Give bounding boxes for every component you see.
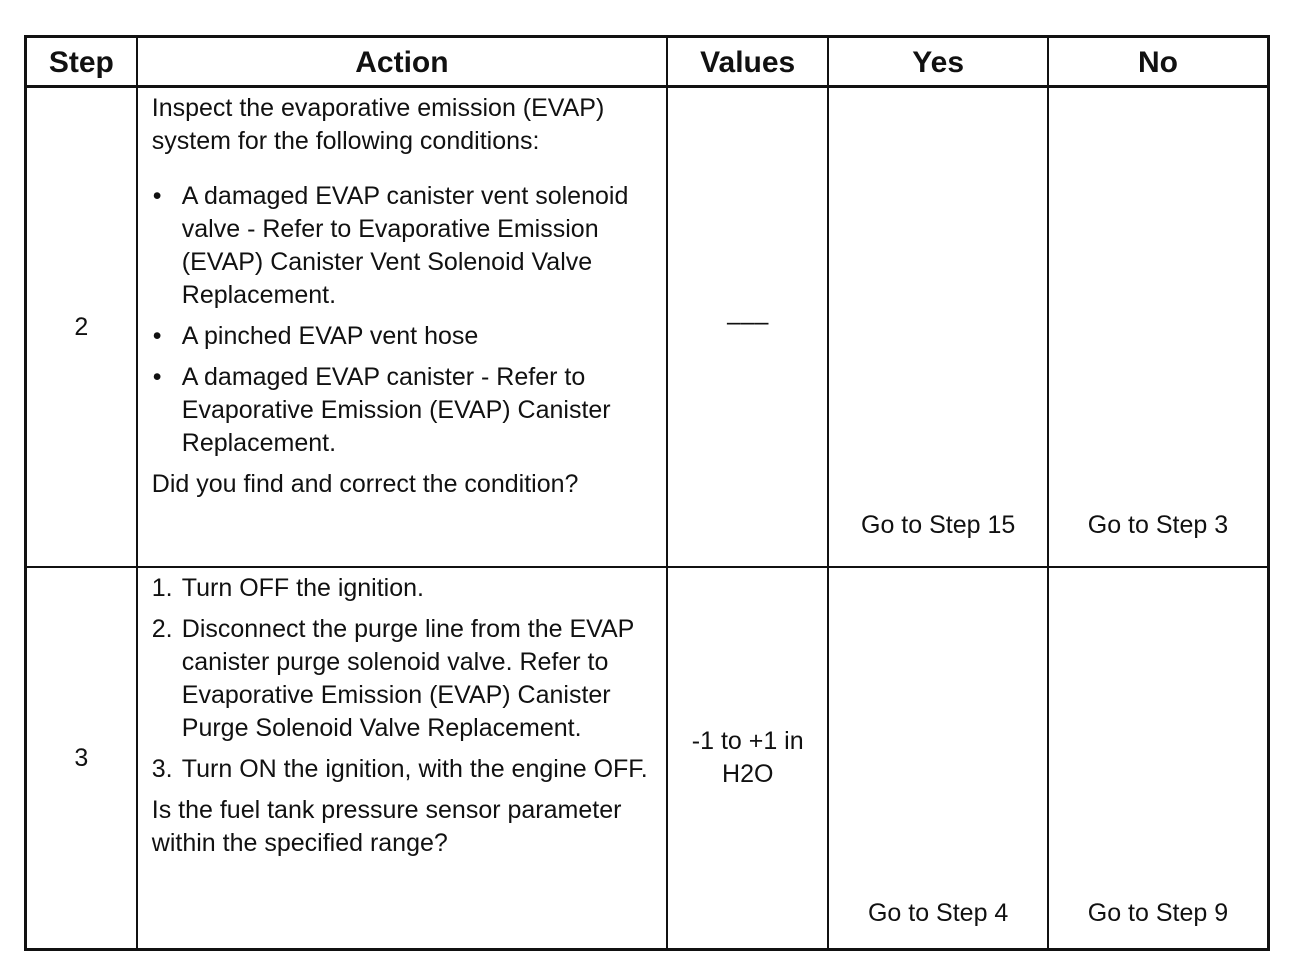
list-item [152, 753, 654, 786]
header-step: Step [26, 37, 137, 87]
no-cell [1048, 87, 1269, 568]
values-text: -1 to +1 in H2O [691, 727, 804, 788]
action-cell [137, 567, 667, 950]
table-row-step-3 [26, 567, 1269, 950]
list-item-text: A damaged EVAP canister - Refer to Evaporative Emission (EVAP) Canister Replacement. [181, 363, 611, 457]
bullet-marker: • [152, 322, 162, 350]
list-item-text: Disconnect the purge line from the EVAP canister purge solenoid valve. Refer to Evaporative Emission (EVAP) Canister Purge Solenoid Valve Replacement. [181, 615, 634, 742]
list-item [152, 180, 654, 312]
number-marker: 3. [151, 755, 173, 783]
table-body [26, 87, 1269, 950]
action-intro: Inspect the evaporative emission (EVAP) system for the following conditions: [151, 94, 605, 155]
bullet-marker: • [152, 182, 162, 210]
yes-cell [828, 87, 1048, 568]
table-row-step-2 [26, 87, 1269, 568]
header-values: Values [667, 37, 828, 87]
step-number: 3 [26, 567, 137, 950]
action-question: Did you find and correct the condition? [151, 470, 579, 498]
number-marker: 1. [151, 574, 173, 602]
list-item-text: A damaged EVAP canister vent solenoid valve - Refer to Evaporative Emission (EVAP) Canister Vent Solenoid Valve Replacement. [181, 182, 629, 309]
values-cell [667, 87, 828, 568]
list-item [152, 361, 654, 460]
condition-list [152, 180, 654, 460]
no-result: Go to Step 9 [1087, 899, 1229, 927]
procedure-list [152, 572, 654, 786]
header-action: Action [137, 37, 667, 87]
list-item-text: Turn OFF the ignition. [181, 574, 424, 602]
table-header [26, 37, 1269, 87]
header-no: No [1048, 37, 1269, 87]
no-cell [1048, 567, 1269, 950]
list-item [152, 320, 654, 353]
step-number: 2 [26, 87, 137, 568]
action-cell [137, 87, 667, 568]
list-item [152, 572, 654, 605]
yes-cell [828, 567, 1048, 950]
values-text: ––– [726, 307, 769, 336]
values-cell [667, 567, 828, 950]
diagnostic-table [24, 35, 1270, 951]
list-item [152, 613, 654, 745]
header-row [26, 37, 1269, 87]
bullet-marker: • [152, 363, 162, 391]
list-item-text: A pinched EVAP vent hose [181, 322, 479, 350]
list-item-text: Turn ON the ignition, with the engine OFF. [181, 755, 648, 783]
yes-result: Go to Step 15 [861, 511, 1016, 539]
action-question: Is the fuel tank pressure sensor parameter within the specified range? [151, 796, 622, 857]
yes-result: Go to Step 4 [867, 899, 1009, 927]
number-marker: 2. [151, 615, 173, 643]
header-yes: Yes [828, 37, 1048, 87]
no-result: Go to Step 3 [1087, 511, 1229, 539]
